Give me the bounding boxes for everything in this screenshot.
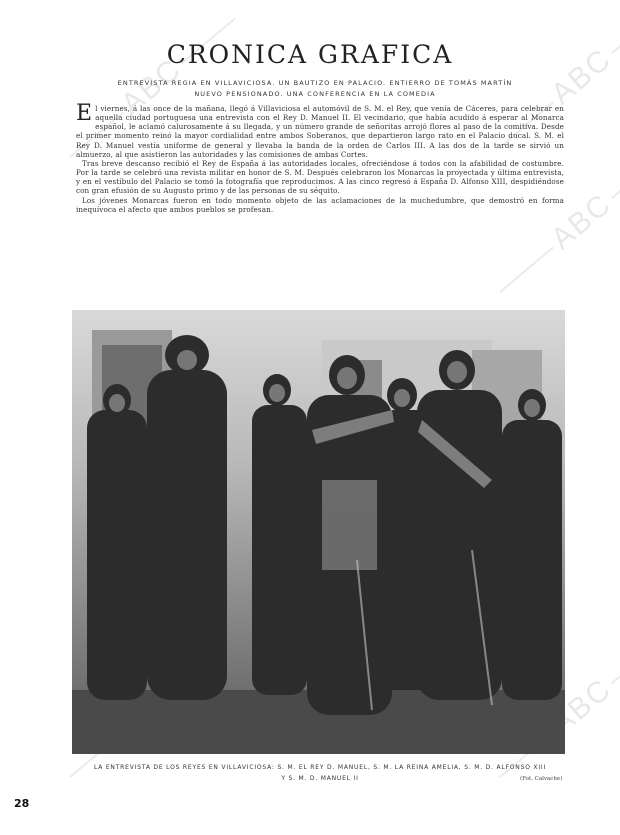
page-number: 28 <box>14 797 30 810</box>
photo-caption: LA ENTREVISTA DE LOS REYES EN VILLAVICIOSA: S. M. EL REY D. MANUEL, S. M. LA REINA AMELIA, S. M. D. ALFONSO XIII <box>93 764 547 771</box>
photo-caption: Y S. M. D. MANUEL II <box>281 775 359 782</box>
article-body <box>76 101 564 214</box>
watermark-abc: ABC <box>485 137 620 307</box>
watermark-abc: ABC <box>485 0 620 162</box>
page-title: CRONICA GRAFICA <box>166 40 454 69</box>
drop-cap: E <box>76 101 93 126</box>
subtitle-line: ENTREVISTA REGIA EN VILLAVICIOSA. UN BAUTIZO EN PALACIO. ENTIERRO DE TOMÁS MARTÍN <box>117 79 513 87</box>
article-paragraph: Tras breve descanso recibió el Rey de España á las autoridades locales, ofreciéndose á todos con la afabilidad de costumbre. Por la tarde se celebró una revista militar en honor de S. M. Después celebraron los Monarcas la proyectada y última entrevista, y en el vestíbulo del Palacio se tomó la fotografía que reproducimos. A las cinco regresó á España D. Alfonso XIII, despidiéndose con gran efusión de su Augusto primo y de las personas de su séquito. <box>76 158 564 196</box>
royal-meeting-photo <box>72 310 565 754</box>
article-paragraph: El viernes, á las once de la mañana, llegó á Villaviciosa el automóvil de S. M. el Rey, que venía de Cáceres, para celebrar en aquella ciudad portuguesa una entrevista con el Rey D. Manuel II. El vecindario, que había acudido á esperar al Monarca español, le aclamó calurosamente á su llegada, y un número grande de señoritas arrojó flores al paso de la comitiva. Desde el primer momento reinó la mayor cordialidad entre ambos Soberanos, que departieron largo rato en el Palacio ducal. S. M. el Rey D. Manuel vestía uniforme de general y llevaba la banda de la orden de Carlos III. A las dos de la tarde se sirvió un almuerzo, al que asistieron las autoridades y las comisiones de ambas Cortes. <box>76 101 564 159</box>
article-paragraph: Los jóvenes Monarcas fueron en todo momento objeto de las aclamaciones de la muchedumbre, que demostró en forma inequívoca el afecto que ambos pueblos se profesan. <box>76 195 564 214</box>
photo-credit: (Fot. Calvache) <box>520 776 563 782</box>
subtitle-line: NUEVO PENSIONADO. UNA CONFERENCIA EN LA COMEDIA <box>194 90 436 98</box>
watermark-abc: ABC <box>485 622 620 792</box>
watermark-abc: ABC <box>55 2 248 172</box>
